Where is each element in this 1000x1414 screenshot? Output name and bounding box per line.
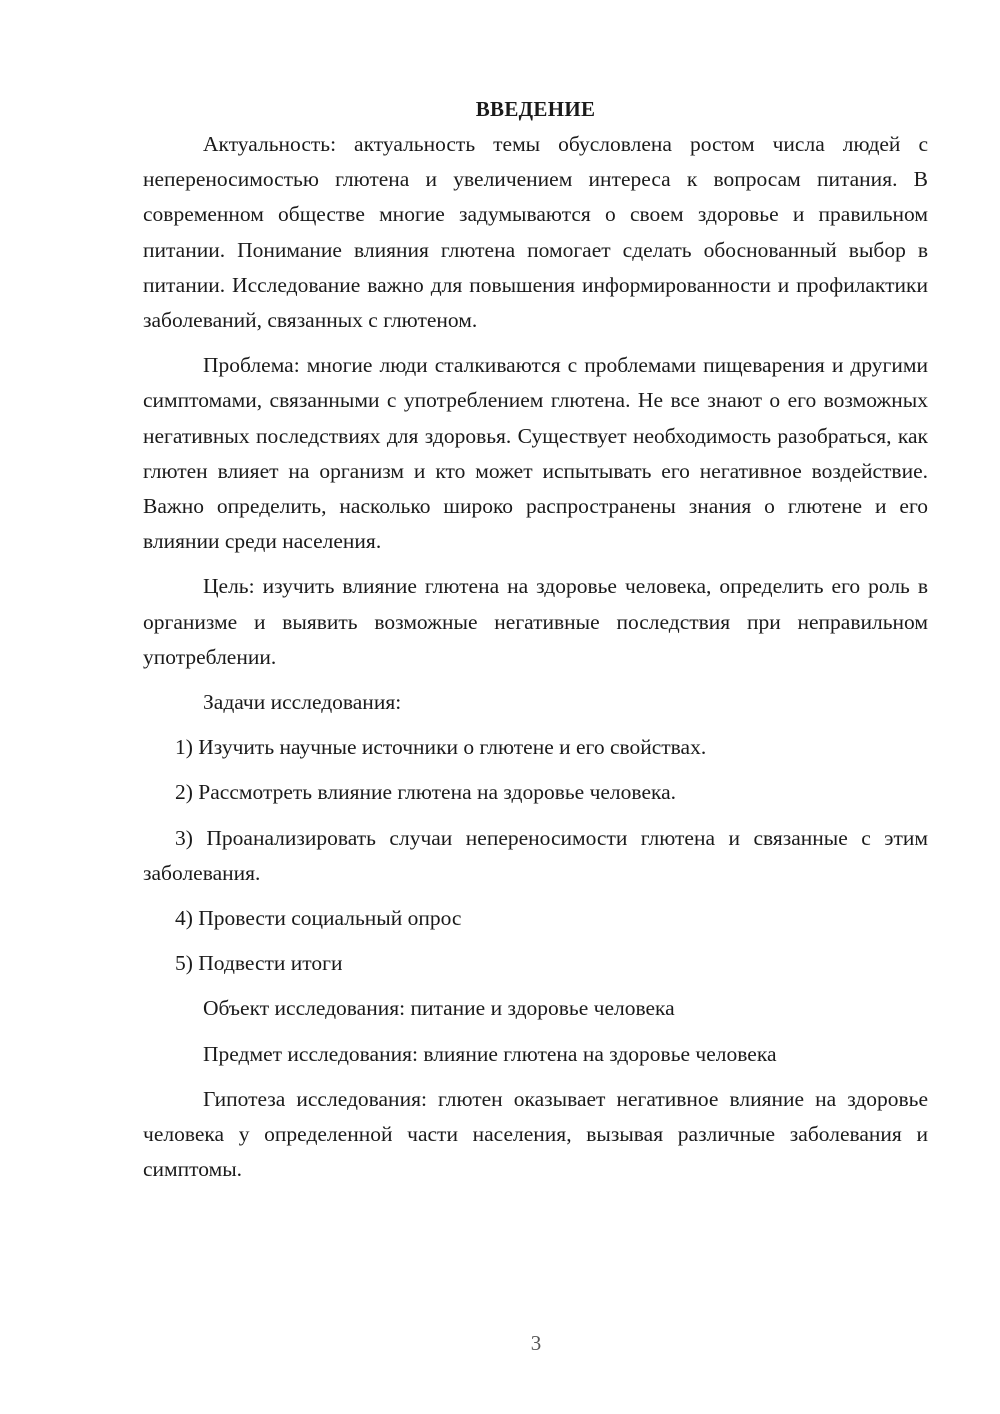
- paragraph-goal: Цель: изучить влияние глютена на здоровье человека, определить его роль в организме и выявить возможные негативные последствия при неправильном употреблении.: [143, 574, 928, 669]
- list-item: 3) Проанализировать случаи непереносимости глютена и связанные с этим заболевания.: [143, 825, 928, 885]
- paragraph-problem: Проблема: многие люди сталкиваются с проблемами пищеварения и другими симптомами, связанными с употреблением глютена. Не все знают о его возможных негативных последствиях для здоровья. Существует необходимость разобраться, как глютен влияет на организм и кто может испытывать его негативное воздействие. Важно определить, насколько широко распространены знания о глютене и его влиянии среди населения.: [143, 353, 928, 554]
- page-number: 3: [530, 1331, 542, 1355]
- list-item: 5) Подвести итоги: [175, 951, 343, 976]
- list-item: 2) Рассмотреть влияние глютена на здоровье человека.: [175, 780, 677, 805]
- page-title: ВВЕДЕНИЕ: [475, 97, 596, 121]
- paragraph-object: Объект исследования: питание и здоровье человека: [203, 996, 675, 1021]
- paragraph-hypothesis: Гипотеза исследования: глютен оказывает негативное влияние на здоровье человека у определенной части населения, вызывая различные заболевания и симптомы.: [143, 1086, 928, 1182]
- tasks-list: [143, 730, 928, 981]
- list-item: 1) Изучить научные источники о глютене и его свойствах.: [175, 735, 707, 760]
- paragraph-relevance: Актуальность: актуальность темы обусловлена ростом числа людей с непереносимостью глютена и увеличением интереса к вопросам питания. В современном обществе многие задумываются о своем здоровье и правильном питании. Понимание влияния глютена помогает сделать обоснованный выбор в питании. Исследование важно для повышения информированности и профилактики заболеваний, связанных с глютеном.: [143, 132, 928, 333]
- tasks-heading: Задачи исследования:: [203, 690, 402, 715]
- document-page: [143, 92, 928, 1197]
- list-item: 4) Провести социальный опрос: [175, 906, 462, 931]
- paragraph-subject: Предмет исследования: влияние глютена на здоровье человека: [203, 1041, 777, 1066]
